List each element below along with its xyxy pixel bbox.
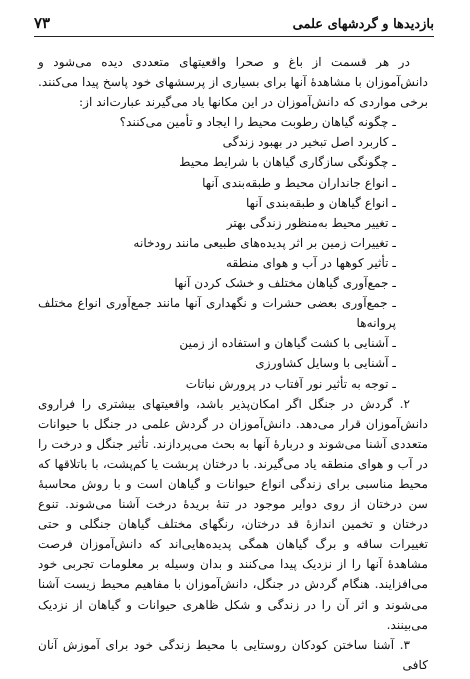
list-item: ـ جمع‌آوری بعضی حشرات و نگهداری آنها مانند جمع‌آوری انواع مختلف پروانه‌ها: [38, 296, 396, 331]
list-item: ـ آشنایی با وسایل کشاورزی: [255, 356, 396, 371]
list-item: ـ توجه به تأثیر نور آفتاب در پرورش نباتات: [185, 376, 396, 391]
list-item: ـ کاربرد اصل تبخیر در بهبود زندگی: [222, 135, 396, 150]
learning-list: [38, 112, 428, 393]
page-number: ۷۳: [34, 14, 51, 32]
running-header: [34, 14, 434, 37]
intro-paragraph: در هر قسمت از باغ و صحرا واقعیتهای متعددی دیده می‌شود و دانش‌آموزان با مشاهدهٔ آنها برای بسیاری از پرسشهای خود پاسخ پیدا می‌کنند. برخی مواردی که دانش‌آموزان در این مکانها یاد می‌گیرند عبارت‌اند از:: [38, 55, 428, 110]
chapter-title: بازدیدها و گردشهای علمی: [292, 17, 434, 32]
list-item: ـ تغییر محیط به‌منظور زندگی بهتر: [226, 215, 396, 230]
list-item: ـ تغییرات زمین بر اثر پدیده‌های طبیعی مانند رودخانه: [133, 235, 396, 250]
list-item: ـ جمع‌آوری گیاهان مختلف و خشک کردن آنها: [174, 276, 396, 291]
list-item: ـ تأثیر کوهها در آب و هوای منطقه: [225, 255, 396, 270]
list-item: ـ انواع جانداران محیط و طبقه‌بندی آنها: [202, 175, 396, 190]
list-item: ـ چگونه گیاهان رطوبت محیط را ایجاد و تأمین می‌کنند؟: [119, 115, 396, 130]
list-item: ـ انواع گیاهان و طبقه‌بندی آنها: [245, 195, 396, 210]
forest-paragraph: ۲. گردش در جنگل اگر امکان‌پذیر باشد، واقعیتهای بیشتری را فراروی دانش‌آموزان قرار می‌دهد. دانش‌آموزان در گردش علمی در جنگل با حیوانات متعددی آشنا می‌شوند و دربارهٔ آنها به بحث می‌پردازند. تأثیر جنگل و درخت را در آب و هوای منطقه یاد می‌گیرند. با درختان پربشت یا کم‌پشت، با باتلاقها که محیط مناسبی برای زندگی انواع حیوانات و گیاهان است و با روش محاسبهٔ سن درختان از روی دوایر موجود در تنهٔ بریدهٔ درخت آشنا می‌شوند. تنوع درختان و تخمین اندازهٔ قد درختان، رنگهای مختلف گیاهان جنگلی و حتی تغییرات ساقه و برگ گیاهان همگی پدیده‌هایی‌اند که دانش‌آموزان فرصت مشاهدهٔ آنها را از نزدیک پیدا می‌کنند و بدان وسیله بر معلومات تجربی خود می‌افزایند. هنگام گردش در جنگل، دانش‌آموزان با مفاهیم محیط زیست آشنا می‌شوند و اثر آن را در زندگی و شکل ظاهری حیوانات و گیاهان از نزدیک می‌بینند.: [38, 396, 428, 632]
page-body: [38, 52, 428, 675]
village-paragraph: ۳. آشنا ساختن کودکان روستایی با محیط زندگی خود برای آموزش آنان کافی: [38, 637, 428, 672]
list-item: ـ چگونگی سازگاری گیاهان با شرایط محیط: [179, 155, 396, 170]
list-item: ـ آشنایی با کشت گیاهان و استفاده از زمین: [179, 336, 396, 351]
